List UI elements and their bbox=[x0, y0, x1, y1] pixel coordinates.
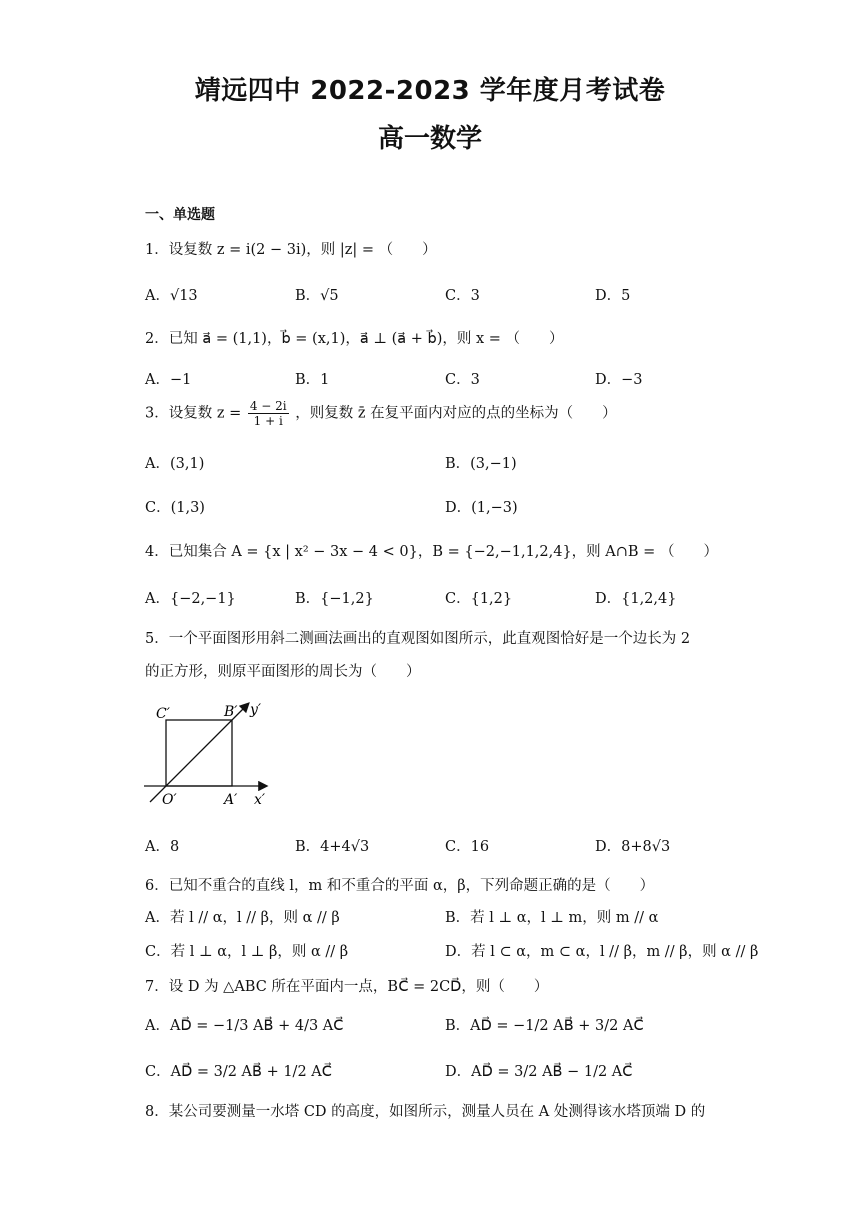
q4-option-a: A．{−2,−1} bbox=[145, 591, 236, 607]
q7-option-c: C．AD⃗ = 3/2 AB⃗ + 1/2 AC⃗ bbox=[145, 1064, 332, 1080]
q3-option-d: D．(1,−3) bbox=[445, 500, 518, 516]
q3-fraction-numerator: 4 − 2i bbox=[249, 399, 287, 413]
q4-option-b: B．{−1,2} bbox=[295, 591, 374, 607]
q3-option-c: C．(1,3) bbox=[145, 500, 205, 516]
question-5-stem-line-2: 的正方形，则原平面图形的周长为（ ） bbox=[145, 664, 421, 680]
q1-option-c: C．3 bbox=[445, 288, 480, 304]
q7-option-a: A．AD⃗ = −1/3 AB⃗ + 4/3 AC⃗ bbox=[145, 1018, 344, 1034]
q5-option-d: D．8+8√3 bbox=[595, 839, 671, 855]
question-2-stem: 2．已知 a⃗ = (1,1)，b⃗ = (x,1)，a⃗ ⊥ (a⃗ + b⃗)，则 x = （ ） bbox=[145, 331, 564, 347]
q5-option-a: A．8 bbox=[145, 839, 180, 855]
q4-option-c: C．{1,2} bbox=[445, 591, 513, 607]
question-4-stem: 4．已知集合 A = {x | x² − 3x − 4 < 0}，B = {−2,−1,1,2,4}，则 A∩B = （ ） bbox=[145, 544, 718, 560]
q7-option-b: B．AD⃗ = −1/2 AB⃗ + 3/2 AC⃗ bbox=[445, 1018, 644, 1034]
q5-option-b: B．4+4√3 bbox=[295, 839, 370, 855]
label-x-prime: x′ bbox=[254, 792, 266, 808]
q7-option-d: D．AD⃗ = 3/2 AB⃗ − 1/2 AC⃗ bbox=[445, 1064, 633, 1080]
q2-option-c: C．3 bbox=[445, 372, 480, 388]
q1-option-b: B．√5 bbox=[295, 288, 339, 304]
label-o-prime: O′ bbox=[162, 792, 177, 808]
section-heading: 一、单选题 bbox=[145, 207, 215, 223]
q1-option-d: D．5 bbox=[595, 288, 631, 304]
q6-option-c: C．若 l ⊥ α，l ⊥ β，则 α // β bbox=[145, 944, 349, 960]
label-y-prime: y′ bbox=[250, 702, 262, 718]
question-5-stem-line-1: 5．一个平面图形用斜二测画法画出的直观图如图所示，此直观图恰好是一个边长为 2 bbox=[145, 631, 691, 647]
q2-option-b: B．1 bbox=[295, 372, 330, 388]
label-a-prime: A′ bbox=[224, 792, 238, 808]
exam-title: 靖远四中 2022-2023 学年度月考试卷 bbox=[194, 76, 666, 106]
q1-option-a: A．√13 bbox=[145, 288, 198, 304]
exam-subtitle: 高一数学 bbox=[377, 124, 482, 154]
q3-fraction bbox=[248, 399, 289, 428]
question-3-stem bbox=[145, 399, 617, 428]
q6-option-d: D．若 l ⊂ α，m ⊂ α，l // β，m // β，则 α // β bbox=[445, 944, 759, 960]
q5-option-c: C．16 bbox=[445, 839, 490, 855]
q3-option-b: B．(3,−1) bbox=[445, 456, 517, 472]
label-c-prime: C′ bbox=[156, 706, 170, 722]
q2-option-a: A．−1 bbox=[145, 372, 192, 388]
question-1-stem: 1．设复数 z = i(2 − 3i)，则 |z| = （ ） bbox=[145, 242, 437, 258]
q2-option-d: D．−3 bbox=[595, 372, 643, 388]
q3-stem-prefix: 3．设复数 z = bbox=[145, 405, 242, 422]
label-b-prime: B′ bbox=[224, 704, 238, 720]
oblique-projection-figure bbox=[140, 698, 280, 810]
q4-option-d: D．{1,2,4} bbox=[595, 591, 677, 607]
question-7-stem: 7．设 D 为 △ABC 所在平面内一点，BC⃗ = 2CD⃗，则（ ） bbox=[145, 979, 549, 995]
q6-option-a: A．若 l // α，l // β，则 α // β bbox=[145, 910, 340, 926]
q6-option-b: B．若 l ⊥ α，l ⊥ m，则 m // α bbox=[445, 910, 659, 926]
question-8-stem: 8．某公司要测量一水塔 CD 的高度，如图所示，测量人员在 A 处测得该水塔顶端 D 的 bbox=[145, 1104, 706, 1120]
question-6-stem: 6．已知不重合的直线 l，m 和不重合的平面 α，β，下列命题正确的是（ ） bbox=[145, 878, 655, 894]
q3-fraction-denominator: 1 + i bbox=[253, 414, 283, 428]
q3-stem-suffix: ，则复数 z̄ 在复平面内对应的点的坐标为（ ） bbox=[295, 405, 617, 422]
q3-option-a: A．(3,1) bbox=[145, 456, 205, 472]
